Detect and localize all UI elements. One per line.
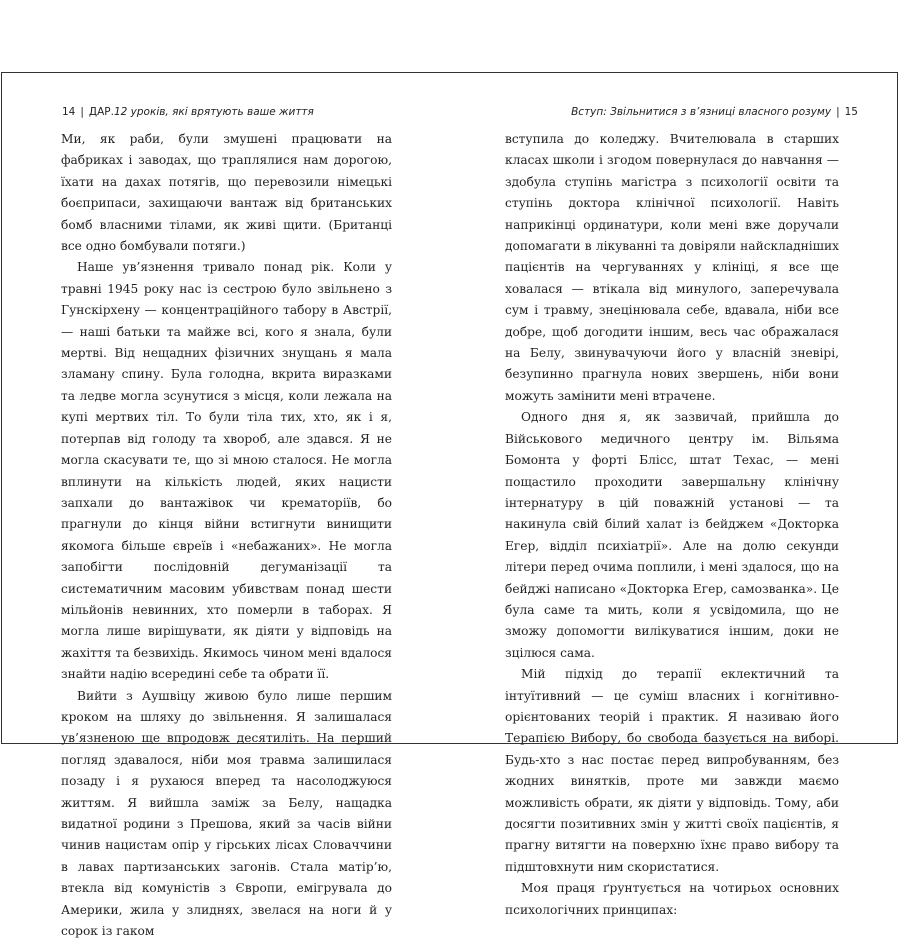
paragraph: вступила до коледжу. Вчителювала в старших класах школи і згодом повернулася до навчання — здобула ступінь магістра з психології освіти та ступінь доктора клінічної психології. Навіть наприкінці ординатури, коли мені вже доручали допомагати в лікуванні та довіряли найскладніших пацієнтів на чергуваннях у клініці, я все ще ховалася — втікала від минулого, заперечувала сум і травму, знецінювала себе, вдавала, ніби все добре, щоб догодити іншим, весь час ображалася на Белу, звинувачуючи його у власній зневірі, безупинно прагнула нових звершень, ніби вони можуть замінити мені втрачене. (505, 132, 839, 403)
paragraph: Одного дня я, як зазвичай, прийшла до Військового медичного центру ім. Вільяма Бомонта у форті Блісс, штат Техас, — мені пощастило проходити завершальну клінічну інтернатуру в цій поважній установі — та накинула свій білий халат із бейджем «Докторка Егер, відділ психіатрії». Але на долю секунди літери перед очима поплили, і мені здалося, що на бейджі написано «Докторка Егер, самозванка». Це була саме та мить, коли я усвідомила, що не зможу допомогти вилікуватися іншим, доки не зцілюся сама. (505, 410, 839, 660)
page-number-left: 14 (62, 106, 76, 118)
header-separator: | (836, 106, 840, 118)
paragraph: Мій підхід до терапії еклектичний та інтуїтивний — це суміш власних і когнітивно-орієнтованих теорій і практик. Я називаю його Терапією Вибору, бо свобода базується на виборі. Будь-хто з нас постає перед випробуванням, без жодних винятків, проте ми завжди маємо можливість обрати, як діяти у відповідь. Тому, аби досягти позитивних змін у житті своїх пацієнтів, я прагну витягти на поверхню їхнє право вибору та підштовхнути ним скористатися. (505, 667, 839, 874)
running-head-right (571, 106, 858, 118)
paragraph: Вийти з Аушвіцу живою було лише першим кроком на шляху до звільнення. Я залишалася ув’язненою ще впродовж десятиліть. На перший погляд здавалося, ніби моя травма залишилася позаду і я рухаюся вперед та насолоджуюся життям. Я вийшла заміж за Белу, нащадка видатної родини з Прешова, який за часів війни чинив нацистам опір у гірських лісах Словаччини в лавах партизанських загонів. Стала матір’ю, втекла від комуністів з Європи, емігрувала до Америки, жила у злиднях, звелася на ноги й у сорок із гаком (61, 688, 392, 939)
running-head-left (62, 106, 314, 118)
left-page (2, 73, 450, 939)
paragraph: Моя праця ґрунтується на чотирьох основних психологічних принципах: (505, 881, 839, 917)
page-number-right: 15 (844, 106, 858, 118)
left-page-text (61, 129, 392, 942)
book-spread (1, 72, 898, 939)
paragraph: Наше ув’язнення тривало понад рік. Коли у травні 1945 року нас із сестрою було звільнено з Гунскірхену — концентраційного табору в Австрії, — наші батьки та майже всі, кого я знала, були мертві. Від нещадних фізичних знущань я мала зламану спину. Була голодна, вкрита виразками та ледве могла зсунутися з місця, коли лежала на купі мертвих тіл. То були тіла тих, хто, як і я, потерпав від голоду та хвороб, але здався. Я не могла скасувати те, що зі мною сталося. Не могла вплинути на кількість людей, яких нацисти запхали до вантажівок чи крематоріїв, бо прагнули до кінця війни встигнути винищити якомога більше євреїв і «небажаних». Не могла запобігти послідовній дегуманізації та систематичним масовим убивствам понад шести мільйонів невинних, хто померли в таборах. Я могла лише вирішувати, як діяти у відповідь на жахіття та безвихідь. Якимось чином мені вдалося знайти надію всередині себе та обрати її. (61, 260, 392, 682)
header-separator: | (80, 106, 84, 118)
right-page-text (505, 129, 839, 921)
book-subtitle: 12 уроків, які врятують ваше життя (113, 106, 314, 118)
book-short-title: ДАР. (88, 106, 114, 118)
right-page (450, 73, 898, 917)
paragraph: Ми, як раби, були змушені працювати на фабриках і заводах, що траплялися нам дорогою, їхати на дахах потягів, що перевозили німецькі боєприпаси, захищаючи вантаж від британських бомб власними тілами, як живі щити. (Британці все одно бомбували потяги.) (61, 132, 392, 254)
chapter-title: Вступ: Звільнитися з в’язниці власного розуму (571, 106, 832, 118)
